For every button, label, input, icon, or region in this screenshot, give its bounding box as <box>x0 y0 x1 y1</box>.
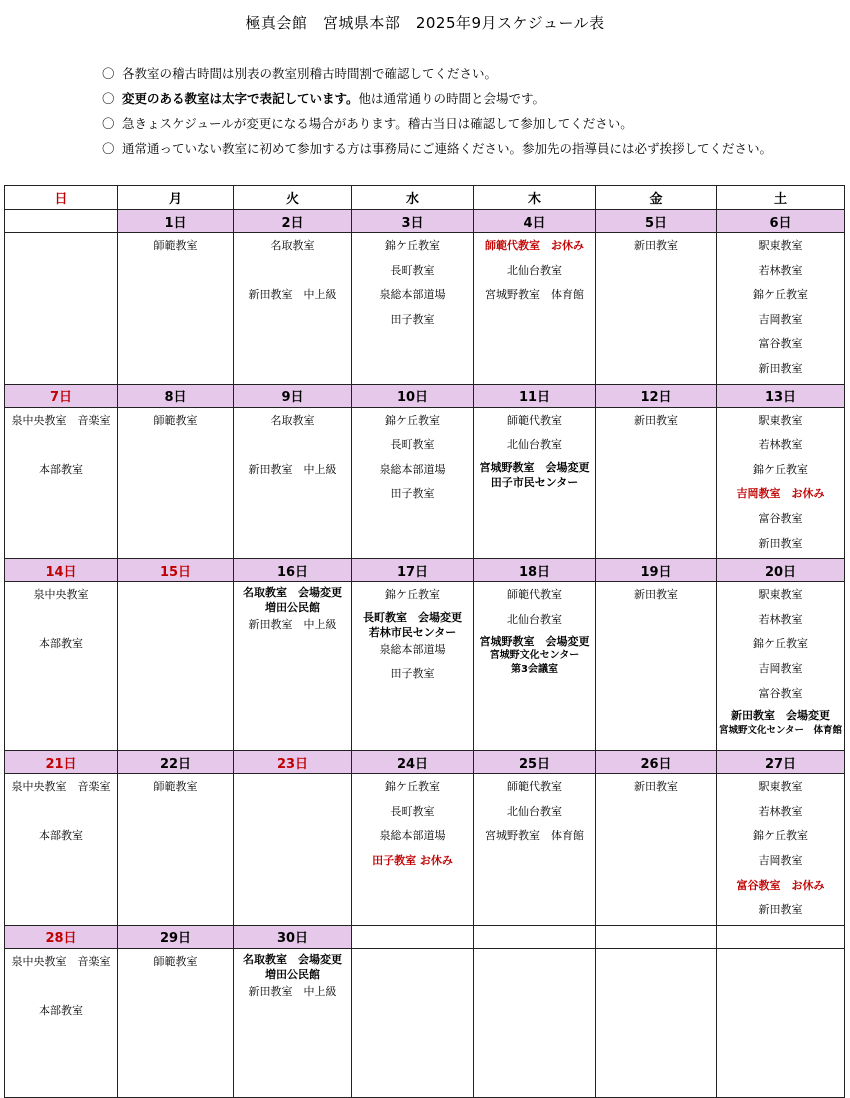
class-entry: 北仙台教室 <box>507 438 562 452</box>
schedule-row <box>5 774 845 926</box>
class-entry: 富谷教室 <box>758 686 803 700</box>
blank-line <box>5 610 117 635</box>
class-entry: 錦ケ丘教室 <box>753 637 808 651</box>
class-entry: 若林市民センター <box>368 625 457 639</box>
page-title: 極真会館 宮城県本部 2025年9月スケジュール表 <box>245 14 605 32</box>
class-entry: 新田教室 <box>634 588 678 602</box>
day-date: 2日 <box>234 210 352 233</box>
note-text: 通常通っていない教室に初めて参加する方は事務局にご連絡ください。参加先の指導員には必ず挨拶してください。 <box>122 141 773 156</box>
blank-line <box>5 802 117 827</box>
class-entry: 師範代教室 <box>507 780 562 794</box>
class-entry: 泉中央教室 音楽室 <box>11 413 111 427</box>
blank-line <box>234 261 351 286</box>
weekday-header-row <box>5 186 845 210</box>
day-date: 27日 <box>717 751 845 774</box>
class-entry: 駅東教室 <box>758 413 803 427</box>
class-entry: 長町教室 <box>390 804 435 818</box>
date-row <box>5 751 845 774</box>
class-entry: 北仙台教室 <box>507 804 562 818</box>
weekday-header: 木 <box>474 186 596 210</box>
day-date: 3日 <box>352 210 474 233</box>
date-row <box>5 559 845 582</box>
day-date: 25日 <box>474 751 596 774</box>
class-entry: 泉総本部道場 <box>379 462 446 476</box>
blank-line <box>5 435 117 460</box>
class-entry: 師範教室 <box>153 780 198 794</box>
class-entry: 本部教室 <box>39 829 83 843</box>
class-entry: 師範代教室 <box>507 413 562 427</box>
day-cell <box>5 774 118 926</box>
day-cell <box>118 407 234 559</box>
class-entry: 新田教室 <box>758 536 803 550</box>
day-date: 30日 <box>234 925 352 948</box>
day-cell <box>118 948 234 1097</box>
class-entry: 吉岡教室 <box>758 853 803 867</box>
day-date: 18日 <box>474 559 596 582</box>
day-cell <box>596 948 717 1097</box>
day-date: 26日 <box>596 751 717 774</box>
day-cell <box>352 233 474 385</box>
day-date: 28日 <box>5 925 118 948</box>
class-entry: 増田公民館 <box>265 601 320 615</box>
day-cell <box>596 582 717 751</box>
schedule-calendar <box>4 185 845 1098</box>
class-entry: 師範代教室 <box>507 588 562 602</box>
class-entry: 泉総本部道場 <box>379 288 446 302</box>
class-entry: 第3会議室 <box>511 664 558 676</box>
circle-bullet-icon: 〇 <box>102 141 115 156</box>
day-cell <box>234 774 352 926</box>
class-entry: 宮城野教室 体育館 <box>485 288 584 302</box>
class-entry: 田子市民センター <box>490 475 579 489</box>
class-entry: 吉岡教室 <box>758 661 803 675</box>
day-cell <box>118 233 234 385</box>
weekday-header: 金 <box>596 186 717 210</box>
class-entry: 泉中央教室 音楽室 <box>11 780 111 794</box>
note-text: 各教室の稽古時間は別表の教室別稽古時間割で確認してください。 <box>122 66 498 81</box>
note-bold-text: 変更のある教室は太字で表記しています。 <box>122 91 359 106</box>
class-entry: 駅東教室 <box>758 588 803 602</box>
day-cell <box>118 582 234 751</box>
note-item <box>102 139 772 164</box>
day-date: 5日 <box>596 210 717 233</box>
day-date: 7日 <box>5 384 118 407</box>
class-entry: 新田教室 中上級 <box>248 984 337 998</box>
schedule-row <box>5 233 845 385</box>
class-entry: 師範教室 <box>153 954 198 968</box>
class-entry: 錦ケ丘教室 <box>385 239 440 252</box>
class-entry: 駅東教室 <box>758 780 803 794</box>
class-entry: 新田教室 中上級 <box>248 618 337 632</box>
day-cell <box>596 407 717 559</box>
class-entry: 富谷教室 お休み <box>736 878 825 892</box>
day-cell <box>717 948 845 1097</box>
weekday-header: 月 <box>118 186 234 210</box>
day-cell <box>352 407 474 559</box>
day-date: 9日 <box>234 384 352 407</box>
weekday-header: 火 <box>234 186 352 210</box>
class-entry: 北仙台教室 <box>507 612 562 626</box>
day-date: 19日 <box>596 559 717 582</box>
blank-line <box>5 976 117 1001</box>
day-cell <box>234 948 352 1097</box>
class-entry: 田子教室 <box>390 487 435 501</box>
class-entry: 宮城野教室 会場変更 <box>479 460 590 474</box>
day-date: 23日 <box>234 751 352 774</box>
class-entry: 名取教室 <box>270 413 315 427</box>
note-item <box>102 64 772 89</box>
class-entry: 若林教室 <box>758 263 803 277</box>
day-date <box>717 925 845 948</box>
day-date: 4日 <box>474 210 596 233</box>
day-date <box>5 210 118 233</box>
day-cell <box>474 948 596 1097</box>
class-entry: 若林教室 <box>758 438 803 452</box>
weekday-header: 日 <box>5 186 118 210</box>
class-entry: 新田教室 中上級 <box>248 462 337 476</box>
notes-list <box>102 64 772 164</box>
class-entry: 増田公民館 <box>265 967 320 981</box>
note-item <box>102 114 772 139</box>
schedule-row <box>5 948 845 1097</box>
day-date: 17日 <box>352 559 474 582</box>
day-date: 24日 <box>352 751 474 774</box>
class-entry: 泉総本部道場 <box>379 829 446 843</box>
class-entry: 泉中央教室 音楽室 <box>11 954 111 968</box>
class-entry: 名取教室 <box>270 239 315 252</box>
blank-line <box>234 435 351 460</box>
weekday-header: 土 <box>717 186 845 210</box>
class-entry: 新田教室 <box>634 413 678 427</box>
schedule-row <box>5 407 845 559</box>
note-text: 急きょスケジュールが変更になる場合があります。稽古当日は確認して参加してください。 <box>122 116 633 131</box>
day-cell <box>5 407 118 559</box>
day-cell <box>5 233 118 385</box>
class-entry: 新田教室 <box>758 361 803 375</box>
day-cell <box>596 774 717 926</box>
class-entry: 泉総本部道場 <box>379 642 446 656</box>
schedule-row <box>5 582 845 751</box>
class-entry: 錦ケ丘教室 <box>753 462 808 476</box>
class-entry: 新田教室 <box>634 780 678 794</box>
day-date: 16日 <box>234 559 352 582</box>
class-entry: 田子教室 お休み <box>372 853 453 867</box>
date-row <box>5 210 845 233</box>
day-cell <box>474 233 596 385</box>
day-date: 10日 <box>352 384 474 407</box>
day-cell <box>474 774 596 926</box>
day-cell <box>717 407 845 559</box>
class-entry: 錦ケ丘教室 <box>385 413 440 427</box>
day-cell <box>5 582 118 751</box>
class-entry: 本部教室 <box>39 1003 83 1017</box>
day-date: 8日 <box>118 384 234 407</box>
class-entry: 宮城野教室 会場変更 <box>479 635 590 649</box>
day-cell <box>717 582 845 751</box>
class-entry: 名取教室 会場変更 <box>243 586 342 600</box>
day-date <box>352 925 474 948</box>
class-entry: 富谷教室 <box>758 337 803 351</box>
class-entry: 新田教室 中上級 <box>248 288 337 302</box>
day-cell <box>234 582 352 751</box>
class-entry: 田子教室 <box>390 312 435 326</box>
day-date: 11日 <box>474 384 596 407</box>
class-entry: 錦ケ丘教室 <box>385 780 440 794</box>
day-cell <box>717 774 845 926</box>
day-date: 6日 <box>717 210 845 233</box>
day-date: 22日 <box>118 751 234 774</box>
weekday-header: 水 <box>352 186 474 210</box>
class-entry: 長町教室 <box>390 263 435 277</box>
class-entry: 長町教室 会場変更 <box>363 610 462 624</box>
class-entry: 新田教室 会場変更 <box>731 709 830 723</box>
day-date: 1日 <box>118 210 234 233</box>
class-entry: 新田教室 <box>634 239 678 252</box>
circle-bullet-icon: 〇 <box>102 116 115 131</box>
circle-bullet-icon: 〇 <box>102 91 115 106</box>
note-item <box>102 89 772 114</box>
class-entry: 長町教室 <box>390 438 435 452</box>
date-row <box>5 384 845 407</box>
class-entry: 錦ケ丘教室 <box>753 829 808 843</box>
day-date: 13日 <box>717 384 845 407</box>
day-cell <box>352 582 474 751</box>
class-entry: 若林教室 <box>758 804 803 818</box>
day-cell <box>474 582 596 751</box>
day-date <box>596 925 717 948</box>
class-entry: 泉中央教室 <box>33 588 89 602</box>
class-entry: 師範教室 <box>153 239 198 252</box>
class-entry: 北仙台教室 <box>507 263 562 277</box>
class-entry: 富谷教室 <box>758 511 803 525</box>
day-cell <box>717 233 845 385</box>
class-entry: 本部教室 <box>39 637 83 651</box>
day-cell <box>596 233 717 385</box>
day-cell <box>118 774 234 926</box>
class-entry: 駅東教室 <box>758 239 803 252</box>
class-entry: 師範代教室 お休み <box>485 239 584 252</box>
class-entry: 錦ケ丘教室 <box>385 588 440 602</box>
day-cell <box>352 774 474 926</box>
class-entry: 田子教室 <box>390 667 435 681</box>
class-entry: 吉岡教室 <box>758 312 803 326</box>
circle-bullet-icon: 〇 <box>102 66 115 81</box>
class-entry: 名取教室 会場変更 <box>243 952 342 966</box>
day-cell <box>5 948 118 1097</box>
day-date: 12日 <box>596 384 717 407</box>
day-date: 14日 <box>5 559 118 582</box>
day-cell <box>474 407 596 559</box>
class-entry: 吉岡教室 お休み <box>736 487 825 501</box>
class-entry: 新田教室 <box>758 903 803 917</box>
note-text: 他は通常通りの時間と会場です。 <box>358 91 546 106</box>
day-date: 29日 <box>118 925 234 948</box>
class-entry: 宮城野教室 体育館 <box>485 829 584 843</box>
class-entry: 若林教室 <box>758 612 803 626</box>
class-entry: 師範教室 <box>153 413 198 427</box>
class-entry: 宮城野文化センター <box>489 650 580 662</box>
day-date: 20日 <box>717 559 845 582</box>
date-row <box>5 925 845 948</box>
day-cell <box>234 407 352 559</box>
class-entry: 錦ケ丘教室 <box>753 288 808 302</box>
day-date: 21日 <box>5 751 118 774</box>
day-date <box>474 925 596 948</box>
day-cell <box>352 948 474 1097</box>
day-cell <box>234 233 352 385</box>
class-entry: 本部教室 <box>39 462 83 476</box>
class-entry: 宮城野文化センター 体育館 <box>718 725 843 737</box>
day-date: 15日 <box>118 559 234 582</box>
